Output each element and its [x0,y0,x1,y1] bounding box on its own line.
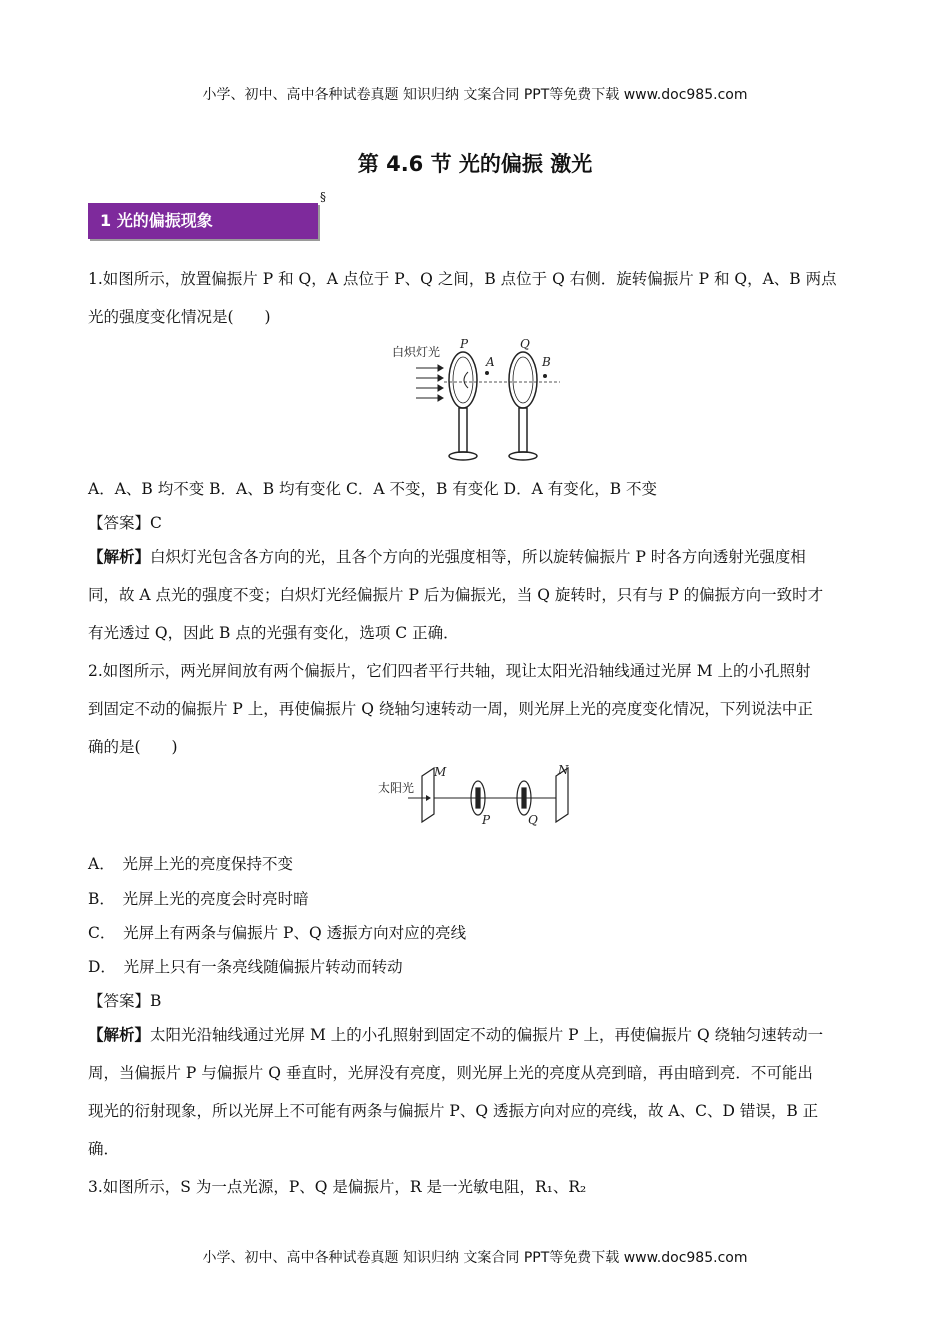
q2-answer: 【答案】B [88,992,162,1010]
q1-answer: 【答案】C [88,514,162,532]
q2-analysis-line4: 确． [88,1140,120,1158]
section-heading: 1 光的偏振现象 [88,203,318,239]
q2-analysis-tag: 【解析】 [88,1025,151,1044]
q1-options: A．A、B 均不变 B．A、B 均有变化 C．A 不变，B 有变化 D．A 有变化，B 不变 [88,480,658,498]
screen-m [422,768,434,822]
q2-fig-sun-label: 太阳光 [378,781,415,795]
q1-fig-label-q: Q [520,337,530,351]
point-b [543,374,547,378]
q1-analysis-line1 [88,540,866,574]
polarizer-p [449,352,477,460]
q2-fig-label-q: Q [528,813,538,827]
q1-fig-label-a: A [486,355,495,369]
q1-analysis-tag: 【解析】 [88,547,151,566]
page-header: 小学、初中、高中各种试卷真题 知识归纳 文案合同 PPT等免费下载 www.doc985.com [202,87,748,103]
q2-analysis-line3: 现光的衍射现象，所以光屏上不可能有两条与偏振片 P、Q 透振方向对应的亮线，故 A、C、D 错误，B 正 [88,1102,819,1120]
q3-stem-line1: 3.如图所示，S 为一点光源，P、Q 是偏振片，R 是一光敏电阻，R₁、R₂ [88,1178,587,1196]
q2-fig-label-m: M [434,765,447,779]
q2-stem-line1: 2.如图所示，两光屏间放有两个偏振片，它们四者平行共轴，现让太阳光沿轴线通过光屏 M 上的小孔照射 [88,662,811,680]
q2-analysis-line1 [88,1018,866,1052]
q1-fig-label-b: B [542,355,551,369]
q2-stem-line3: 确的是( ) [88,738,178,756]
q2-option-a: A． 光屏上光的亮度保持不变 [88,855,293,873]
q1-fig-label-p: P [460,337,469,351]
q2-stem-line2: 到固定不动的偏振片 P 上，再使偏振片 Q 绕轴匀速转动一周，则光屏上光的亮度变化情况，下列说法中正 [88,700,813,718]
q1-fig-light-label: 白炽灯光 [392,345,441,359]
page-footer: 小学、初中、高中各种试卷真题 知识归纳 文案合同 PPT等免费下载 www.doc985.com [202,1250,748,1266]
q2-option-c: C． 光屏上有两条与偏振片 P、Q 透振方向对应的亮线 [88,924,467,942]
q1-analysis-line3: 有光透过 Q，因此 B 点的光强有变化，选项 C 正确． [88,624,459,642]
point-a [485,371,489,375]
q2-option-d: D． 光屏上只有一条亮线随偏振片转动而转动 [88,958,403,976]
q2-option-b: B． 光屏上光的亮度会时亮时暗 [88,890,309,908]
q1-figure [390,336,570,468]
q1-analysis-line2: 同，故 A 点光的强度不变；白炽灯光经偏振片 P 后为偏振光，当 Q 旋转时，只有与 P 的偏振方向一致时才 [88,586,824,604]
q2-fig-label-p: P [482,813,491,827]
page-title: 第 4.6 节 光的偏振 激光 [357,152,593,176]
polarizer-q [509,352,537,460]
light-arrows [416,365,443,401]
q2-fig-label-n: N [558,764,569,777]
section-mark: § [320,190,326,204]
q2-figure [378,764,578,830]
q2-analysis-text: 太阳光沿轴线通过光屏 M 上的小孔照射到固定不动的偏振片 P 上，再使偏振片 Q 绕轴匀速转动一 [150,1026,824,1044]
q1-stem-line1: 1.如图所示，放置偏振片 P 和 Q，A 点位于 P、Q 之间，B 点位于 Q 右侧．旋转偏振片 P 和 Q，A、B 两点 [88,270,837,288]
q2-analysis-line2: 周，当偏振片 P 与偏振片 Q 垂直时，光屏没有亮度，则光屏上光的亮度从亮到暗，再由暗到亮．不可能出 [88,1064,813,1082]
q1-stem-line2: 光的强度变化情况是( ) [88,308,271,326]
q1-analysis-text: 白炽灯光包含各方向的光，且各个方向的光强度相等，所以旋转偏振片 P 时各方向透射光强度相 [150,548,806,566]
